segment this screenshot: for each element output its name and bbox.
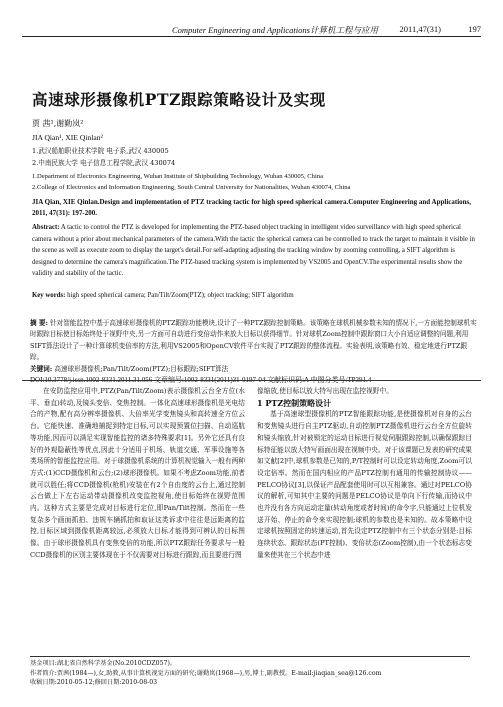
body-paragraph: 在安防监控应用中,PTZ(Pan/Tilt/Zoom)表示摄像机云台全方位(水平、垂直)转动,及镜头变倍、变焦控制。一体化高速球形摄像机是光电结合的产物,配有高分辨率摄像机、大倍率光学变焦镜头和高转速全方位云台。它能快速、准确地捕捉到特定目标,可以实现预置位扫描、自动巡航等功能,因而可以满足实现智能监控的诸多特殊要求[1]。另外它还具有良好的外观隐蔽性等优点,因此十分适用于机场、轨道交通、军事设施等各类场所的智能监控应用。对于球摄像机系统的计算机视觉输入一般有两种方式:(1)CCD摄像机和云台;(2)球形摄像机。如果不考虑Zoom功能,前者就可以胜任;将CCD摄像机(枪机)安装在有2个自由度的云台上,通过控制云台做上下左右运动带动摄像机改变监控视角,使目标始终在视野范围内。这种方式主要是完成对目标进行定位,即Pan/Tilt控制。然而在一些复杂多个画面抓拍、违规车辆抓拍和取证这类诉求中往往是远距离的监控,目标区域到摄像机距离较远,必须放大目标才能得到可辨认的目标图像。由于球形摄像机具有变焦变倍的功能,所以PTZ跟踪任务要求与一般CCD摄像机的区别主要体现在于不仅需要对目标进行跟踪,而且要进行图 [30,387,245,559]
right-column [257,386,472,562]
section-divider [22,380,481,381]
doi-line: DOI:10.3778/j.issn.1002-8331.2011.31.056 文章编号:1002-8331(2011)31-0197-04 文献标识码:A 中图分类号:TP391.4 [30,376,372,385]
keywords-cn-text: 高速球形摄像机;Pan/Tilt/Zoom(PTZ);目标跟踪;SIFT算法 [54,364,229,373]
keywords-en-text: high speed spherical camera; Pan/Tilt/Zoom(PTZ); object tracking; SIFT algorithm [67,292,294,299]
running-header [22,22,481,37]
footnote-author-bio: 作者简介:贾茜(1984—),女,助教,从事计算机视觉方面的研究;谢勤岚(1968—),男,博士,副教授。E-mail:jiaqian_sea@126.com [30,669,382,677]
keywords-en-label: Key words: [32,292,66,299]
affiliation-en-1: 1.Department of Electronics Engineering, Wuhan Institute of Shipbuilding Technology, Wuhan 430005, China [32,173,324,180]
footnote-funding: 基金项目:湖北省自然科学基金(No.2010CDZ057)。 [30,660,177,667]
affiliations-en [32,171,478,193]
abstract-en [32,222,478,280]
affiliation-en-2: 2.College of Electronics and Information Engineering, South Central University for Nationalities, Wuhan 430074, China [32,184,351,191]
keywords-cn-label: 关键词: [30,364,53,373]
section-heading: 1 PTZ控制策略设计 [257,397,332,408]
authors-en: JIA Qian¹, XIE Qinlan² [32,133,103,142]
keywords-en [32,290,478,302]
paper-title: 高速球形摄像机PTZ跟踪策略设计及实现 [32,90,326,109]
left-column [30,386,245,562]
abstract-cn-text: 针对智能监控中基于高速球形摄像机的PTZ跟踪功能模块,设计了一种PTZ跟踪控制策略。该策略在球机机械参数未知的情况下,一方面能控制球机实时跟踪目标使目标始终处于视野中央,另一方面可自动进行变倍动作来放大目标以获得细节。针对球机Zoom控制中跟踪窗口大小自适应调整的问题,利用SIFT算法设计了一种计算球机变倍率的方法,利用VS2005和OpenCV软件平台实现了PTZ跟踪的整体流程。实验表明,该策略有效、稳定地进行PTZ跟踪。 [30,319,477,362]
abstract-cn [30,318,480,386]
authors-cn: 贾 茜¹,谢勤岚² [32,119,84,128]
abstract-en-text: A tactic to control the PTZ is developed for implementing the PTZ-based object tracking in intelligent video surveillance with high speed spherical camera without a prior about mechanical parameters of the camera.With the tactic the spherical camera can be controlled to track the target to maintain it visible in the scene as well as execute zoom to display the target's detail.For self-adapting adjusting the tracking window by zooming controlling, a SIFT algorithm is designed to determine the camera's magnification.The PTZ-based tracking system is implemented by VS2005 and OpenCV.The experimental results show the validity and stability of the tactic. [32,224,475,278]
journal-name: Computer Engineering and Applications计算机工程与应用 [172,25,378,35]
affiliation-cn-1: 1.武汉船舶职业技术学院 电子系,武汉 430005 [32,147,169,155]
footnote-dates: 收稿日期:2010-05-12;修回日期:2010-08-03 [30,679,158,687]
footnotes [30,656,470,688]
abstract-cn-label: 摘 要: [30,319,48,327]
body-paragraph: 基于高速球型摄像机的PTZ智能跟踪功能,是使摄像机对自身的云台和变焦镜头进行自主PTZ驱动,自动控制PTZ摄像机进行云台全方位旋转和镜头缩放,针对被锁定的运动目标进行视觉伺服跟踪控制,以确保跟踪目标特征能以放大特写画面出现在视频中央。对于该课题已发表的研究成果如文献[2]中,球机参数是已知的,P/T控制时可以设定转动角度,Zoom可以设定倍率。然而在国内相应的产品PTZ控制有通用的传输控制协议——PELCO协议[3],以保证产品配套使用时可以互相兼容。通过对PELCO协议的解析,可知其中主要的问题是PELCO协议是单向下行传输,而协议中也并没有各方向运动定量(转动角度或者时间)的命令字,只能通过上位机发送开始、停止的命令来实现控制;球机的参数也是未知的。故本策略中设定球机按照固定的转速运动,首先设定PTZ控制中有三个状态分别是:目标连续状态、跟踪状态(PT控制)、变倍状态(Zoom控制),由一个状态标志变量来使其在三个状态中进 [257,410,472,559]
body-paragraph-continued: 像缩放,使目标以放大特写出现在监控视野中。 [257,387,393,395]
affiliations-cn [32,146,478,170]
affiliation-cn-2: 2.中南民族大学 电子信息工程学院,武汉 430074 [32,158,176,167]
issue-number: 2011,47(31) [399,24,441,34]
page-number: 197 [468,24,481,34]
citation: JIA Qian, XIE Qinlan.Design and implementation of PTZ tracking tactic for high speed spherical camera.Computer Engineering and Applications, 2011, 47(31): 197-200. [32,198,472,217]
abstract-en-label: Abstract: [32,224,60,231]
